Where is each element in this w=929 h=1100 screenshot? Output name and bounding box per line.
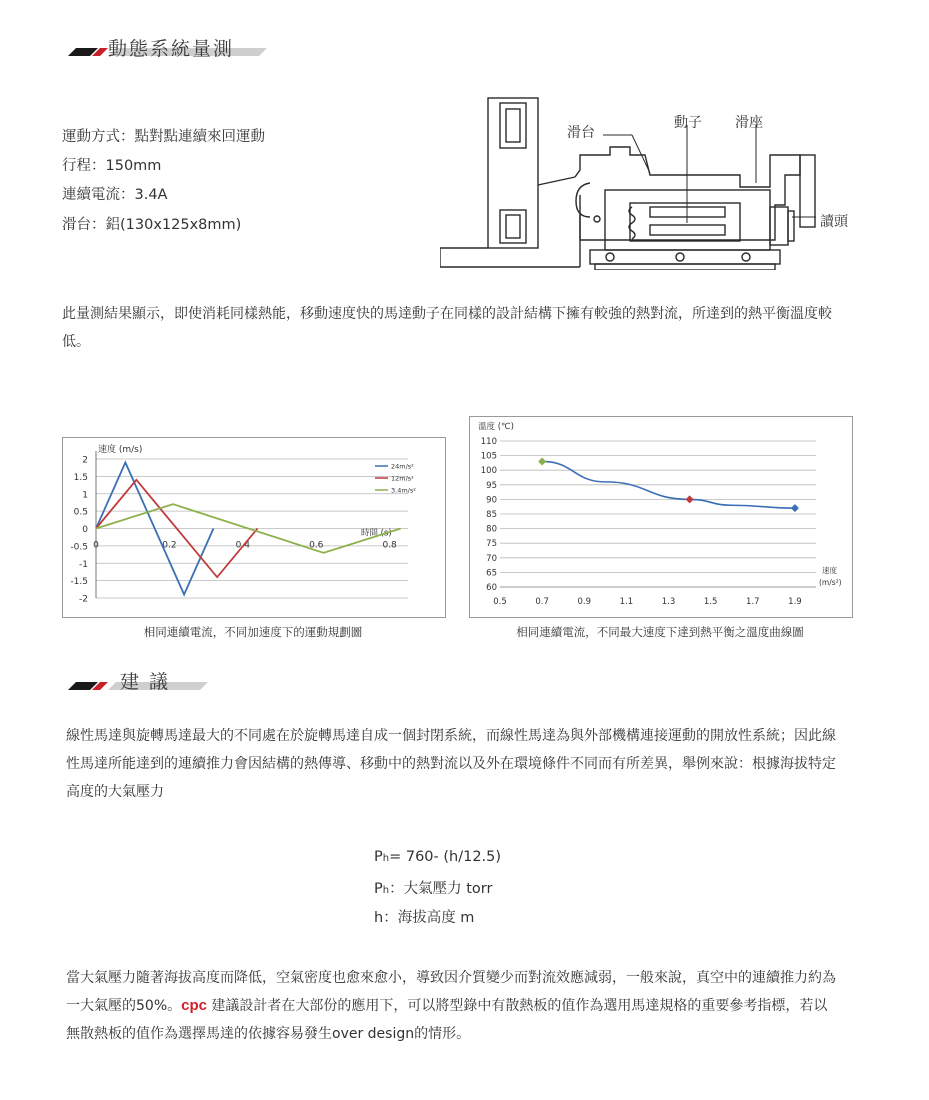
y-tick-label: 65 — [486, 568, 497, 579]
x-tick-label: 1.7 — [746, 597, 760, 607]
section-title-measurement: 動態系統量測 — [108, 38, 235, 60]
formula-p: P — [374, 881, 383, 897]
spec-slide-table: 滑台：鋁(130x125x8mm) — [62, 217, 242, 233]
data-point-marker — [791, 504, 799, 512]
chart-temperature-curve — [469, 416, 853, 618]
advice-paragraph: 線性馬達與旋轉馬達最大的不同處在於旋轉馬達自成一個封閉系統，而線性馬達為與外部機構連接運動的開放性系統；因此線性馬達所能達到的連續推力會因結構的熱傳導、移動中的熱對流以及外在環境條件不同而有所差異，舉例來說：根據海拔特定高度的大氣壓力 — [66, 728, 836, 800]
formula-h-sub: h — [382, 853, 390, 864]
x-tick-label: 0.2 — [162, 540, 177, 551]
closing-text-before: 當大氣壓力隨著海拔高度而降低，空氣密度也愈來愈小，導致因介質變少而對流效應減弱，一般來說，真空中的連續推力約為一大氣壓的50%。 — [66, 970, 836, 1014]
y-tick-label: 75 — [486, 539, 497, 550]
chart-velocity-profile — [62, 437, 446, 618]
closing-paragraph — [66, 964, 836, 1048]
data-point-marker — [686, 495, 694, 503]
chart2-caption: 相同連續電流，不同最大速度下達到熱平衡之溫度曲線圖 — [516, 625, 804, 639]
formula-expression: = 760- (h/12.5) — [389, 849, 502, 865]
closing-text-after: 建議設計者在大部份的應用下，可以將型錄中有散熱板的值作為選用馬達規格的重要參考指標，若以無散熱板的值作為選擇馬達的依據容易發生over design的情形。 — [66, 998, 828, 1042]
x-tick-label: 1.5 — [703, 597, 718, 607]
y-tick-label: 110 — [480, 437, 497, 447]
x-tick-label: 1.1 — [619, 597, 634, 607]
legend-label: 12m/s² — [391, 474, 414, 483]
x-tick-label: 0.6 — [309, 540, 324, 551]
chart1-caption: 相同連續電流，不同加速度下的運動規劃圖 — [143, 625, 363, 639]
legend-label: 3.4m/s² — [391, 486, 416, 495]
x-tick-label: 0.9 — [577, 597, 592, 607]
y-axis-label: 溫度 (℃) — [478, 422, 514, 432]
y-tick-label: 105 — [480, 451, 497, 462]
formula-h-sub: h — [382, 885, 390, 896]
y-tick-label: 90 — [486, 495, 497, 506]
x-axis-unit: (m/s²) — [819, 578, 842, 587]
label-mover: 動子 — [674, 115, 702, 131]
y-tick-label: -0.5 — [70, 542, 88, 553]
x-tick-label: 1.3 — [661, 597, 676, 607]
x-tick-label: 0.4 — [235, 540, 250, 551]
label-slide-base: 滑座 — [735, 115, 763, 131]
x-tick-label: 0.5 — [493, 597, 507, 607]
y-tick-label: -1 — [79, 559, 88, 570]
formula-line-1 — [374, 849, 501, 865]
y-tick-label: 100 — [480, 466, 497, 477]
x-tick-label: 0 — [93, 540, 99, 551]
y-tick-label: -2 — [79, 594, 88, 605]
y-tick-label: 2 — [82, 455, 88, 466]
spec-stroke: 行程：150mm — [62, 158, 162, 174]
section-title-advice: 建 議 — [120, 671, 171, 693]
brand-cpc: cpc — [181, 997, 207, 1014]
x-axis-label: 速度 — [822, 566, 837, 575]
spec-motion: 運動方式：點對點連續來回運動 — [62, 129, 265, 145]
result-paragraph: 此量測結果顯示，即使消耗同樣熱能，移動速度快的馬達動子在同樣的設計結構下擁有較強的熱對流，所達到的熱平衡溫度較低。 — [62, 306, 832, 350]
y-tick-label: 0.5 — [73, 507, 88, 518]
chart-velocity-svg — [63, 438, 445, 617]
x-tick-label: 0.7 — [535, 597, 549, 607]
y-tick-label: 85 — [486, 510, 497, 520]
data-point-marker — [538, 457, 546, 465]
y-tick-label: 0 — [82, 525, 88, 535]
x-axis-label: 時間 (s) — [360, 528, 392, 539]
formula-line-2 — [374, 877, 492, 898]
label-read-head: 讀頭 — [820, 214, 848, 230]
mechanical-cross-section — [440, 95, 860, 270]
x-tick-label: 0.8 — [382, 540, 397, 551]
y-tick-label: 80 — [486, 524, 497, 535]
y-tick-label: 60 — [486, 583, 497, 593]
formula-ph-definition: ：大氣壓力 torr — [389, 881, 493, 897]
formula-p: P — [374, 849, 383, 865]
formula-line-3: h：海拔高度 m — [374, 910, 475, 926]
legend-label: 24m/s² — [391, 462, 414, 471]
mechanical-diagram — [440, 95, 860, 270]
y-axis-label: 速度 (m/s) — [98, 445, 143, 455]
y-tick-label: 70 — [486, 553, 497, 564]
y-tick-label: 95 — [486, 480, 497, 491]
y-tick-label: 1 — [82, 490, 88, 501]
x-tick-label: 1.9 — [788, 597, 802, 607]
spec-current: 連續電流：3.4A — [62, 187, 168, 203]
chart-temperature-svg — [470, 417, 852, 617]
y-tick-label: -1.5 — [70, 577, 88, 588]
y-tick-label: 1.5 — [73, 472, 88, 483]
label-slide-table: 滑台 — [567, 125, 595, 141]
